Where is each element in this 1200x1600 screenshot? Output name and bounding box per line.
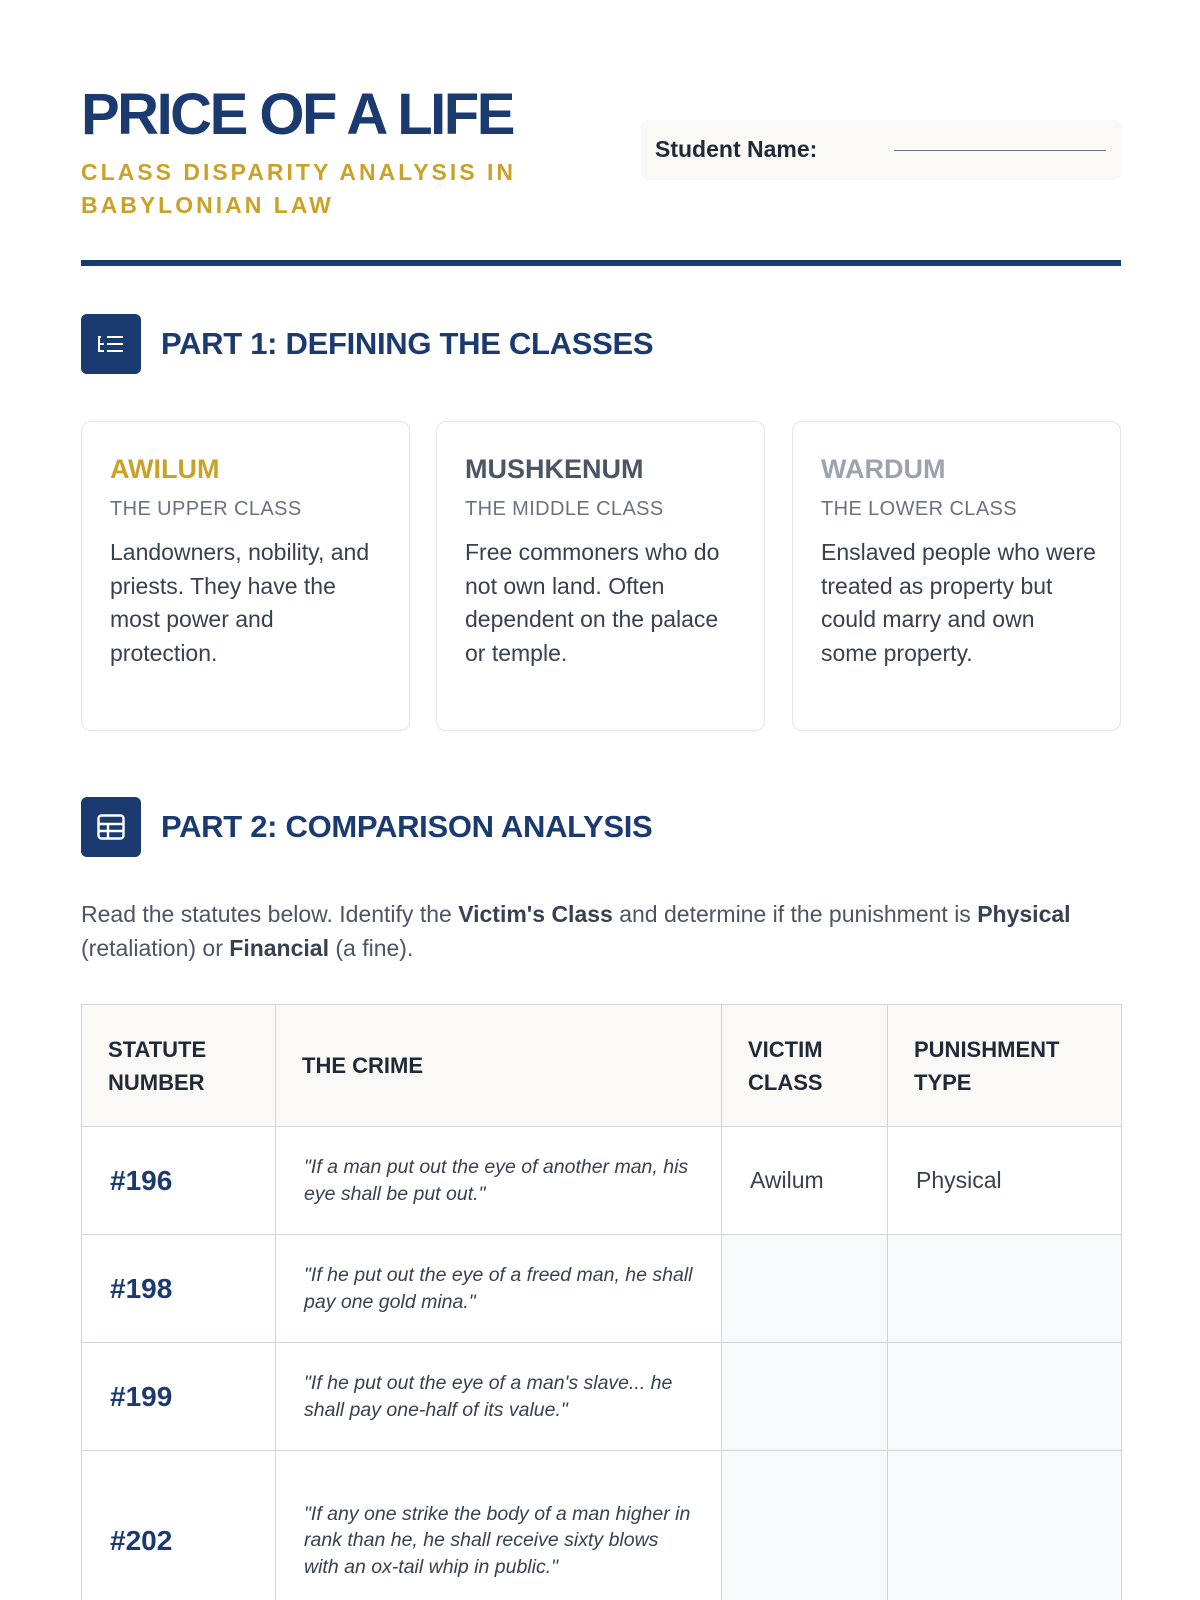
class-card-wardum	[792, 421, 1121, 731]
class-name: AWILUM	[110, 454, 220, 484]
instructions-text	[81, 897, 1121, 965]
instructions-part: and determine if the punishment is	[612, 901, 978, 927]
class-subtitle: THE UPPER CLASS	[110, 498, 302, 520]
class-name: MUSHKENUM	[465, 454, 644, 484]
class-description: Enslaved people who were treated as property but could marry and own some property.	[821, 539, 1096, 666]
part2-header	[81, 797, 1121, 857]
crime-text: "If any one strike the body of a man higher in rank than he, he shall receive sixty blows with an ox-tail whip in public."	[276, 1451, 722, 1600]
instructions-bold: Financial	[229, 935, 329, 961]
instructions-part: Read the statutes below. Identify the	[81, 901, 459, 927]
page-subtitle: CLASS DISPARITY ANALYSIS IN BABYLONIAN LAW	[81, 159, 517, 218]
class-subtitle: THE LOWER CLASS	[821, 498, 1018, 520]
punishment-type-cell[interactable]: Physical	[888, 1127, 1122, 1235]
part1-header	[81, 314, 1121, 374]
statute-number: #196	[82, 1127, 276, 1235]
table-icon	[81, 797, 141, 857]
table-row	[82, 1451, 1122, 1600]
victim-class-cell[interactable]	[722, 1235, 888, 1343]
class-subtitle: THE MIDDLE CLASS	[465, 498, 664, 520]
column-header: PUNISHMENT TYPE	[888, 1005, 1122, 1127]
column-header: VICTIM CLASS	[722, 1005, 888, 1127]
class-name: WARDUM	[821, 454, 946, 484]
crime-text: "If a man put out the eye of another man, his eye shall be put out."	[276, 1127, 722, 1235]
instructions-bold: Physical	[977, 901, 1071, 927]
punishment-type-cell[interactable]	[888, 1235, 1122, 1343]
class-cards	[81, 421, 1121, 731]
part1-title: PART 1: DEFINING THE CLASSES	[161, 326, 654, 361]
table-header-row	[82, 1005, 1122, 1127]
class-description: Landowners, nobility, and priests. They have the most power and protection.	[110, 539, 370, 666]
class-card-mushkenum	[436, 421, 765, 731]
statute-number: #199	[82, 1343, 276, 1451]
instructions-part: (retaliation) or	[81, 935, 230, 961]
class-card-awilum	[81, 421, 410, 731]
victim-class-cell[interactable]: Awilum	[722, 1127, 888, 1235]
victim-class-cell[interactable]	[722, 1343, 888, 1451]
column-header: THE CRIME	[276, 1005, 722, 1127]
crime-text: "If he put out the eye of a man's slave... he shall pay one-half of its value."	[276, 1343, 722, 1451]
table-row	[82, 1343, 1122, 1451]
student-name-line[interactable]	[894, 150, 1106, 151]
part2-title: PART 2: COMPARISON ANALYSIS	[161, 809, 653, 844]
instructions-part: (a fine).	[328, 935, 414, 961]
student-name-label: Student Name:	[655, 136, 818, 162]
statute-number: #198	[82, 1235, 276, 1343]
crime-text: "If he put out the eye of a freed man, he shall pay one gold mina."	[276, 1235, 722, 1343]
punishment-type-cell[interactable]	[888, 1451, 1122, 1600]
list-icon	[81, 314, 141, 374]
header-divider	[81, 260, 1121, 266]
page-title: PRICE OF A LIFE	[81, 82, 513, 147]
worksheet-header	[81, 82, 1121, 266]
victim-class-cell[interactable]	[722, 1451, 888, 1600]
student-name-field[interactable]	[641, 120, 1121, 180]
instructions-bold: Victim's Class	[458, 901, 613, 927]
class-description: Free commoners who do not own land. Often dependent on the palace or temple.	[465, 539, 720, 666]
punishment-type-cell[interactable]	[888, 1343, 1122, 1451]
comparison-table	[81, 1004, 1121, 1600]
table-row	[82, 1127, 1122, 1235]
statute-number: #202	[82, 1451, 276, 1600]
table-row	[82, 1235, 1122, 1343]
column-header: STATUTE NUMBER	[82, 1005, 276, 1127]
